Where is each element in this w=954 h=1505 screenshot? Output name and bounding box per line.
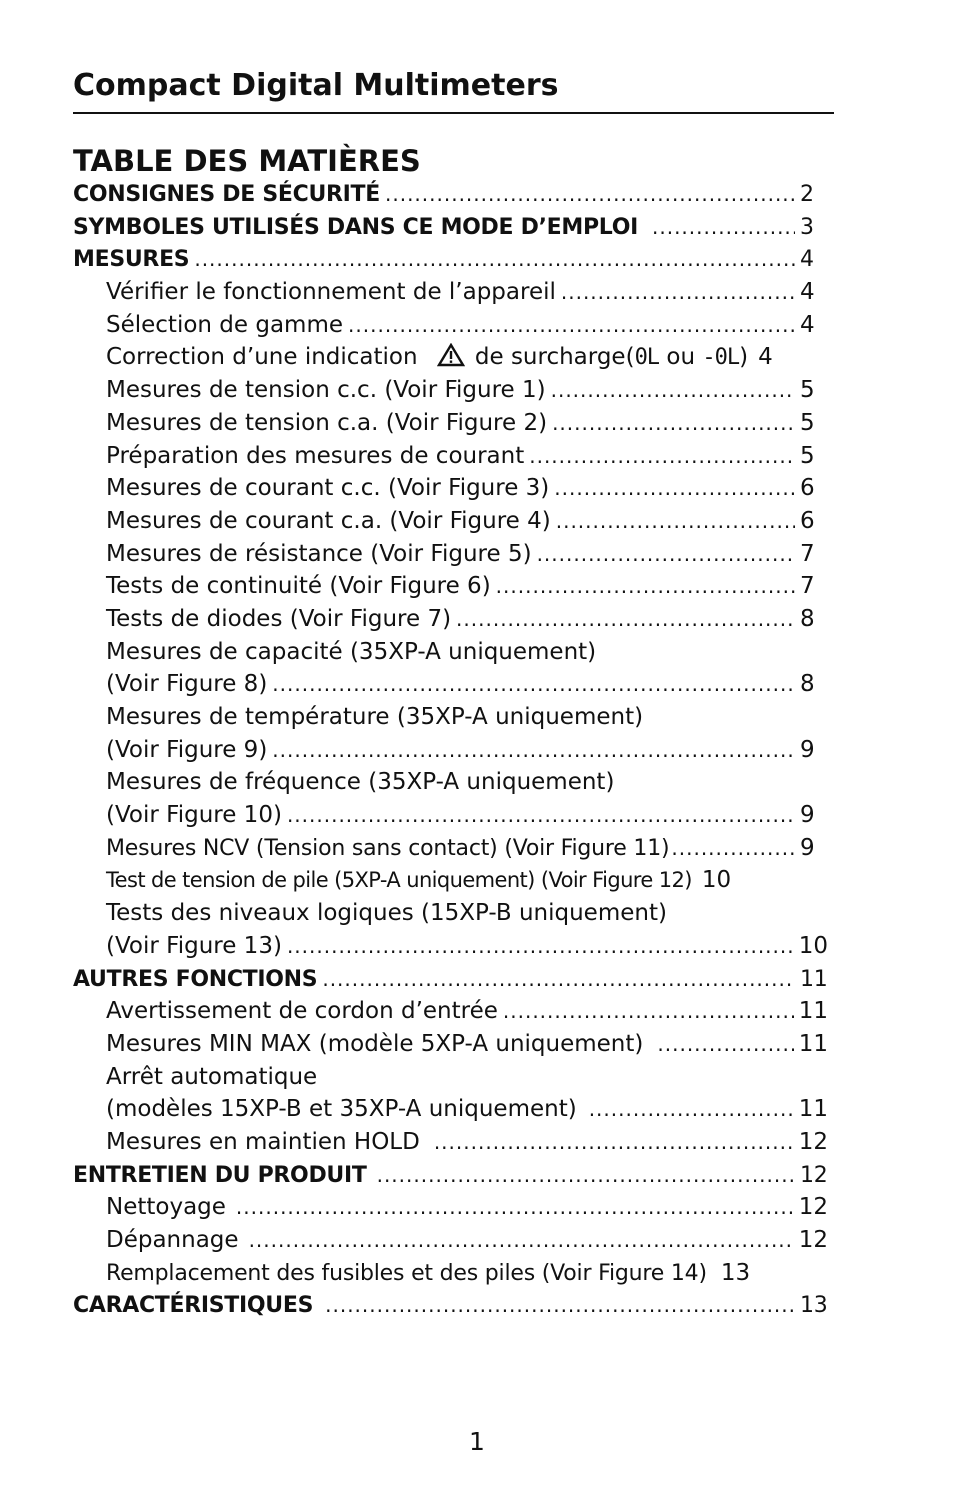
toc-leader-dots: [194, 243, 795, 276]
toc-entry-label: Mesures de résistance (Voir Figure 5): [106, 540, 532, 567]
toc-leader-dots: [589, 1093, 794, 1126]
toc-leader-dots: [652, 211, 795, 244]
toc-leader-dots: [529, 440, 795, 473]
toc-entry-page: 5: [800, 442, 815, 469]
toc-entry-label: Tests des niveaux logiques (15XP-B uniquement): [106, 900, 667, 927]
toc-entry-tension-cc[interactable]: [73, 374, 828, 407]
page-number: 1: [469, 1427, 485, 1456]
toc-entry-page: 11: [800, 966, 828, 992]
toc-leader-dots: [552, 407, 795, 440]
toc-entry-capacite-line1[interactable]: [73, 636, 828, 669]
toc-entry-tension-ca[interactable]: [73, 407, 828, 440]
toc-entry-courant-ca[interactable]: [73, 505, 828, 538]
toc-entry-niveaux-logiques-line2[interactable]: [73, 930, 828, 963]
toc-entry-label: Tests de diodes (Voir Figure 7): [106, 605, 452, 632]
toc-entry-page: 5: [800, 377, 815, 404]
toc-leader-dots: [556, 505, 795, 538]
toc-entry-label: (Voir Figure 8): [106, 671, 268, 698]
warning-triangle-icon: [437, 343, 465, 367]
toc-entry-temperature-line1[interactable]: [73, 701, 828, 734]
toc-entry-page: 12: [798, 1128, 828, 1155]
toc-entry-page: 10: [701, 867, 732, 894]
toc-entry-page: 13: [800, 1293, 828, 1319]
toc-leader-dots: [236, 1191, 794, 1224]
toc-entry-label: Remplacement des fusibles et des piles (Voir Figure 14): [106, 1260, 707, 1286]
toc-leader-dots: [348, 309, 795, 342]
toc-entry-page: 12: [798, 1194, 828, 1221]
toc-entry-page: 11: [798, 1096, 828, 1123]
toc-leader-dots: [434, 1126, 794, 1159]
toc-entry-page: 8: [800, 605, 815, 632]
toc-entry-label: Dépannage: [106, 1227, 239, 1253]
toc-leader-dots: [272, 668, 795, 701]
toc-entry-label: Mesures MIN MAX (modèle 5XP-A uniquement): [106, 1030, 644, 1057]
toc-entry-label: SYMBOLES UTILISÉS DANS CE MODE D’EMPLOI: [73, 214, 638, 240]
toc-entry-page: 4: [800, 247, 814, 273]
toc-leader-dots: [551, 374, 795, 407]
toc-entry-tension-pile[interactable]: [73, 864, 828, 897]
toc-entry-autres-fonctions[interactable]: [73, 963, 828, 996]
toc-entry-arret-auto-line1[interactable]: [73, 1061, 828, 1094]
toc-entry-label: Mesures de tension c.a. (Voir Figure 2): [106, 409, 548, 436]
toc-entry-page: 9: [800, 802, 815, 829]
toc-entry-label: Vérifier le fonctionnement de l’appareil: [106, 279, 556, 306]
toc-entry-label: Arrêt automatique: [106, 1063, 318, 1090]
toc-entry-label: Avertissement de cordon d’entrée: [106, 998, 498, 1025]
toc-entry-label-part: de surcharge(: [474, 344, 635, 371]
toc-entry-capacite-line2[interactable]: [73, 668, 828, 701]
toc-entry-arret-auto-line2[interactable]: [73, 1093, 828, 1126]
toc-entry-page: 4: [758, 344, 773, 371]
lcd-overload-glyph: 0L: [634, 345, 660, 371]
toc-entry-label: Mesures de fréquence (35XP-A uniquement): [106, 769, 615, 796]
toc-entry-page: 12: [800, 1162, 828, 1188]
toc-entry-label: Test de tension de pile (5XP-A uniquement) (Voir Figure 12): [106, 868, 692, 893]
table-of-contents: [73, 178, 828, 1322]
toc-entry-label: Mesures de température (35XP-A uniquement): [106, 704, 644, 730]
toc-entry-symboles[interactable]: [73, 211, 828, 244]
toc-entry-frequence-line2[interactable]: [73, 799, 828, 832]
toc-entry-label: Mesures de courant c.a. (Voir Figure 4): [106, 507, 551, 534]
toc-leader-dots: [671, 832, 795, 865]
toc-entry-selection-gamme[interactable]: [73, 309, 828, 342]
toc-entry-remplacement-fusibles[interactable]: [73, 1257, 828, 1290]
toc-entry-label: Mesures de tension c.c. (Voir Figure 1): [106, 377, 546, 404]
toc-entry-consignes-securite[interactable]: [73, 178, 828, 211]
toc-entry-entretien[interactable]: [73, 1159, 828, 1192]
toc-entry-label: Mesures en maintien HOLD: [106, 1128, 420, 1155]
toc-entry-page: 6: [800, 507, 815, 534]
toc-entry-mesures[interactable]: [73, 243, 828, 276]
toc-entry-label-part: Correction d’une indication: [106, 344, 418, 371]
toc-entry-page: 4: [800, 311, 815, 338]
toc-leader-dots: [377, 1159, 795, 1192]
toc-entry-correction-surcharge[interactable]: [73, 341, 828, 374]
toc-entry-page: 8: [800, 671, 815, 698]
toc-entry-label: Mesures de courant c.c. (Voir Figure 3): [106, 475, 550, 502]
toc-entry-depannage[interactable]: [73, 1224, 828, 1257]
toc-entry-page: 9: [800, 834, 815, 861]
toc-entry-label: Mesures NCV (Tension sans contact) (Voir Figure 11): [106, 835, 670, 861]
toc-leader-dots: [325, 1289, 795, 1322]
toc-entry-avertissement-cordon[interactable]: [73, 995, 828, 1028]
toc-entry-label: CARACTÉRISTIQUES: [73, 1293, 314, 1319]
toc-leader-dots: [503, 995, 794, 1028]
toc-leader-dots: [249, 1224, 794, 1257]
toc-entry-caracteristiques[interactable]: [73, 1289, 828, 1322]
toc-entry-label: Préparation des mesures de courant: [106, 442, 525, 469]
toc-leader-dots: [272, 734, 795, 767]
toc-entry-label: [106, 341, 748, 374]
toc-entry-label: AUTRES FONCTIONS: [73, 966, 318, 992]
toc-leader-dots: [385, 178, 795, 211]
toc-entry-resistance[interactable]: [73, 538, 828, 571]
toc-entry-preparation-courant[interactable]: [73, 440, 828, 473]
toc-entry-page: 3: [800, 214, 814, 240]
toc-entry-niveaux-logiques-line1[interactable]: [73, 897, 828, 930]
toc-entry-label: CONSIGNES DE SÉCURITÉ: [73, 182, 380, 207]
toc-entry-page: 11: [798, 998, 828, 1025]
toc-entry-page: 5: [800, 409, 815, 436]
toc-leader-dots: [554, 472, 795, 505]
toc-entry-page: 7: [800, 540, 815, 567]
toc-entry-label: (modèles 15XP-B et 35XP-A uniquement): [106, 1096, 577, 1123]
page-header-title: Compact Digital Multimeters: [73, 66, 834, 114]
toc-entry-hold[interactable]: [73, 1126, 828, 1159]
toc-entry-label: Sélection de gamme: [106, 311, 344, 338]
toc-entry-ncv[interactable]: [73, 832, 828, 865]
toc-entry-page: 11: [798, 1030, 828, 1057]
toc-entry-label: MESURES: [73, 247, 190, 273]
toc-entry-label: Nettoyage: [106, 1194, 226, 1221]
toc-entry-label-part: ): [739, 344, 749, 371]
toc-leader-dots: [456, 603, 795, 636]
toc-entry-page: 7: [800, 573, 815, 600]
lcd-negative-overload-glyph: -0L: [702, 345, 740, 371]
toc-entry-page: 2: [800, 182, 814, 207]
toc-leader-dots: [657, 1028, 793, 1061]
toc-entry-label: (Voir Figure 13): [106, 932, 282, 959]
toc-leader-dots: [561, 276, 795, 309]
toc-leader-dots: [496, 570, 795, 603]
toc-entry-continuite[interactable]: [73, 570, 828, 603]
toc-leader-dots: [537, 538, 795, 571]
toc-entry-diodes[interactable]: [73, 603, 828, 636]
toc-entry-page: 9: [800, 736, 815, 763]
toc-leader-dots: [287, 930, 794, 963]
toc-entry-page: 10: [798, 932, 828, 959]
toc-entry-label: ENTRETIEN DU PRODUIT: [73, 1162, 367, 1188]
toc-leader-dots: [322, 963, 795, 996]
toc-entry-label: Tests de continuité (Voir Figure 6): [106, 573, 491, 600]
toc-leader-dots: [287, 799, 795, 832]
toc-entry-label-part: ou: [659, 344, 703, 371]
toc-entry-temperature-line2[interactable]: [73, 734, 828, 767]
toc-entry-page: 4: [800, 279, 815, 306]
toc-entry-page: 6: [800, 475, 815, 502]
toc-entry-label: (Voir Figure 10): [106, 802, 282, 829]
toc-entry-page: 12: [798, 1227, 828, 1253]
toc-entry-verifier-fonctionnement[interactable]: [73, 276, 828, 309]
toc-entry-min-max[interactable]: [73, 1028, 828, 1061]
toc-entry-nettoyage[interactable]: [73, 1191, 828, 1224]
toc-entry-label: (Voir Figure 9): [106, 736, 268, 763]
toc-title: TABLE DES MATIÈRES: [73, 144, 421, 178]
toc-entry-label: Mesures de capacité (35XP-A uniquement): [106, 638, 597, 665]
toc-entry-courant-cc[interactable]: [73, 472, 828, 505]
toc-entry-frequence-line1[interactable]: [73, 766, 828, 799]
toc-entry-page: 13: [720, 1259, 751, 1286]
